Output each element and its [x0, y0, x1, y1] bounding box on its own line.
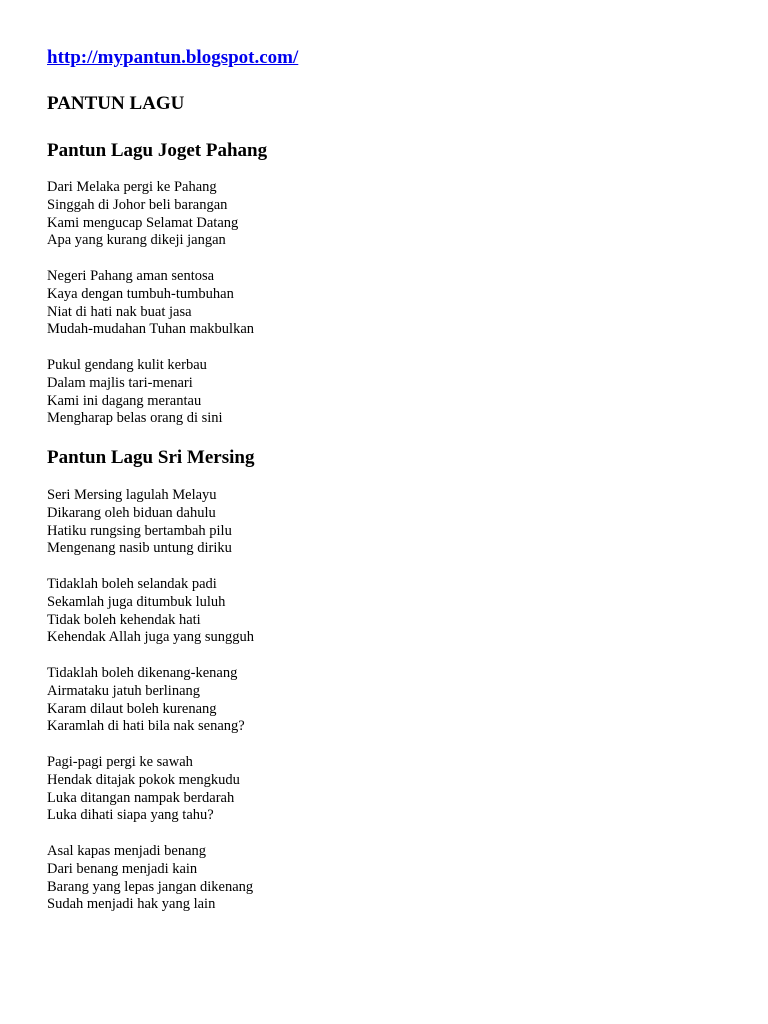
verse-line: Mengenang nasib untung diriku — [47, 540, 232, 557]
section-title-sri-mersing: Pantun Lagu Sri Mersing — [47, 447, 255, 468]
verse-line: Sudah menjadi hak yang lain — [47, 896, 216, 913]
verse-line: Pukul gendang kulit kerbau — [47, 357, 207, 373]
verse-line: Kehendak Allah juga yang sungguh — [47, 629, 254, 646]
verse-line: Tidak boleh kehendak hati — [47, 611, 201, 628]
section-title-joget-pahang: Pantun Lagu Joget Pahang — [47, 140, 268, 161]
verse-line: Sekamlah juga ditumbuk luluh — [47, 593, 226, 610]
stanza — [47, 665, 245, 736]
verse-line: Dari Melaka pergi ke Pahang — [47, 179, 217, 195]
verse-line: Negeri Pahang aman sentosa — [47, 268, 215, 284]
stanza — [47, 179, 238, 250]
stanza — [47, 843, 253, 914]
blog-url-link[interactable]: http://mypantun.blogspot.com/ — [47, 47, 299, 68]
verse-line: Hatiku rungsing bertambah pilu — [47, 522, 232, 539]
verse-line: Singgah di Johor beli barangan — [47, 196, 228, 213]
stanza — [47, 576, 254, 647]
stanza — [47, 357, 223, 428]
verse-line: Pagi-pagi pergi ke sawah — [47, 754, 193, 770]
verse-line: Mudah-mudahan Tuhan makbulkan — [47, 321, 255, 338]
verse-line: Dalam majlis tari-menari — [47, 374, 193, 391]
stanza — [47, 754, 240, 825]
page-title: PANTUN LAGU — [47, 93, 185, 114]
stanza — [47, 268, 254, 339]
verse-line: Luka dihati siapa yang tahu? — [47, 807, 214, 824]
verse-line: Tidaklah boleh selandak padi — [47, 576, 217, 592]
verse-line: Dari benang menjadi kain — [47, 860, 198, 877]
verse-line: Apa yang kurang dikeji jangan — [47, 232, 226, 249]
stanza — [47, 487, 232, 558]
verse-line: Niat di hati nak buat jasa — [47, 303, 192, 320]
verse-line: Airmataku jatuh berlinang — [47, 682, 201, 699]
verse-line: Asal kapas menjadi benang — [47, 843, 207, 859]
verse-line: Kaya dengan tumbuh-tumbuhan — [47, 285, 234, 302]
verse-line: Karam dilaut boleh kurenang — [47, 700, 217, 717]
verse-line: Luka ditangan nampak berdarah — [47, 789, 235, 806]
verse-line: Seri Mersing lagulah Melayu — [47, 487, 217, 503]
verse-line: Karamlah di hati bila nak senang? — [47, 718, 245, 735]
verse-line: Kami ini dagang merantau — [47, 392, 202, 409]
verse-line: Barang yang lepas jangan dikenang — [47, 878, 254, 895]
verse-line: Tidaklah boleh dikenang-kenang — [47, 665, 238, 681]
verse-line: Kami mengucap Selamat Datang — [47, 214, 239, 231]
verse-line: Hendak ditajak pokok mengkudu — [47, 771, 240, 788]
verse-line: Dikarang oleh biduan dahulu — [47, 504, 216, 521]
verse-line: Mengharap belas orang di sini — [47, 410, 223, 427]
